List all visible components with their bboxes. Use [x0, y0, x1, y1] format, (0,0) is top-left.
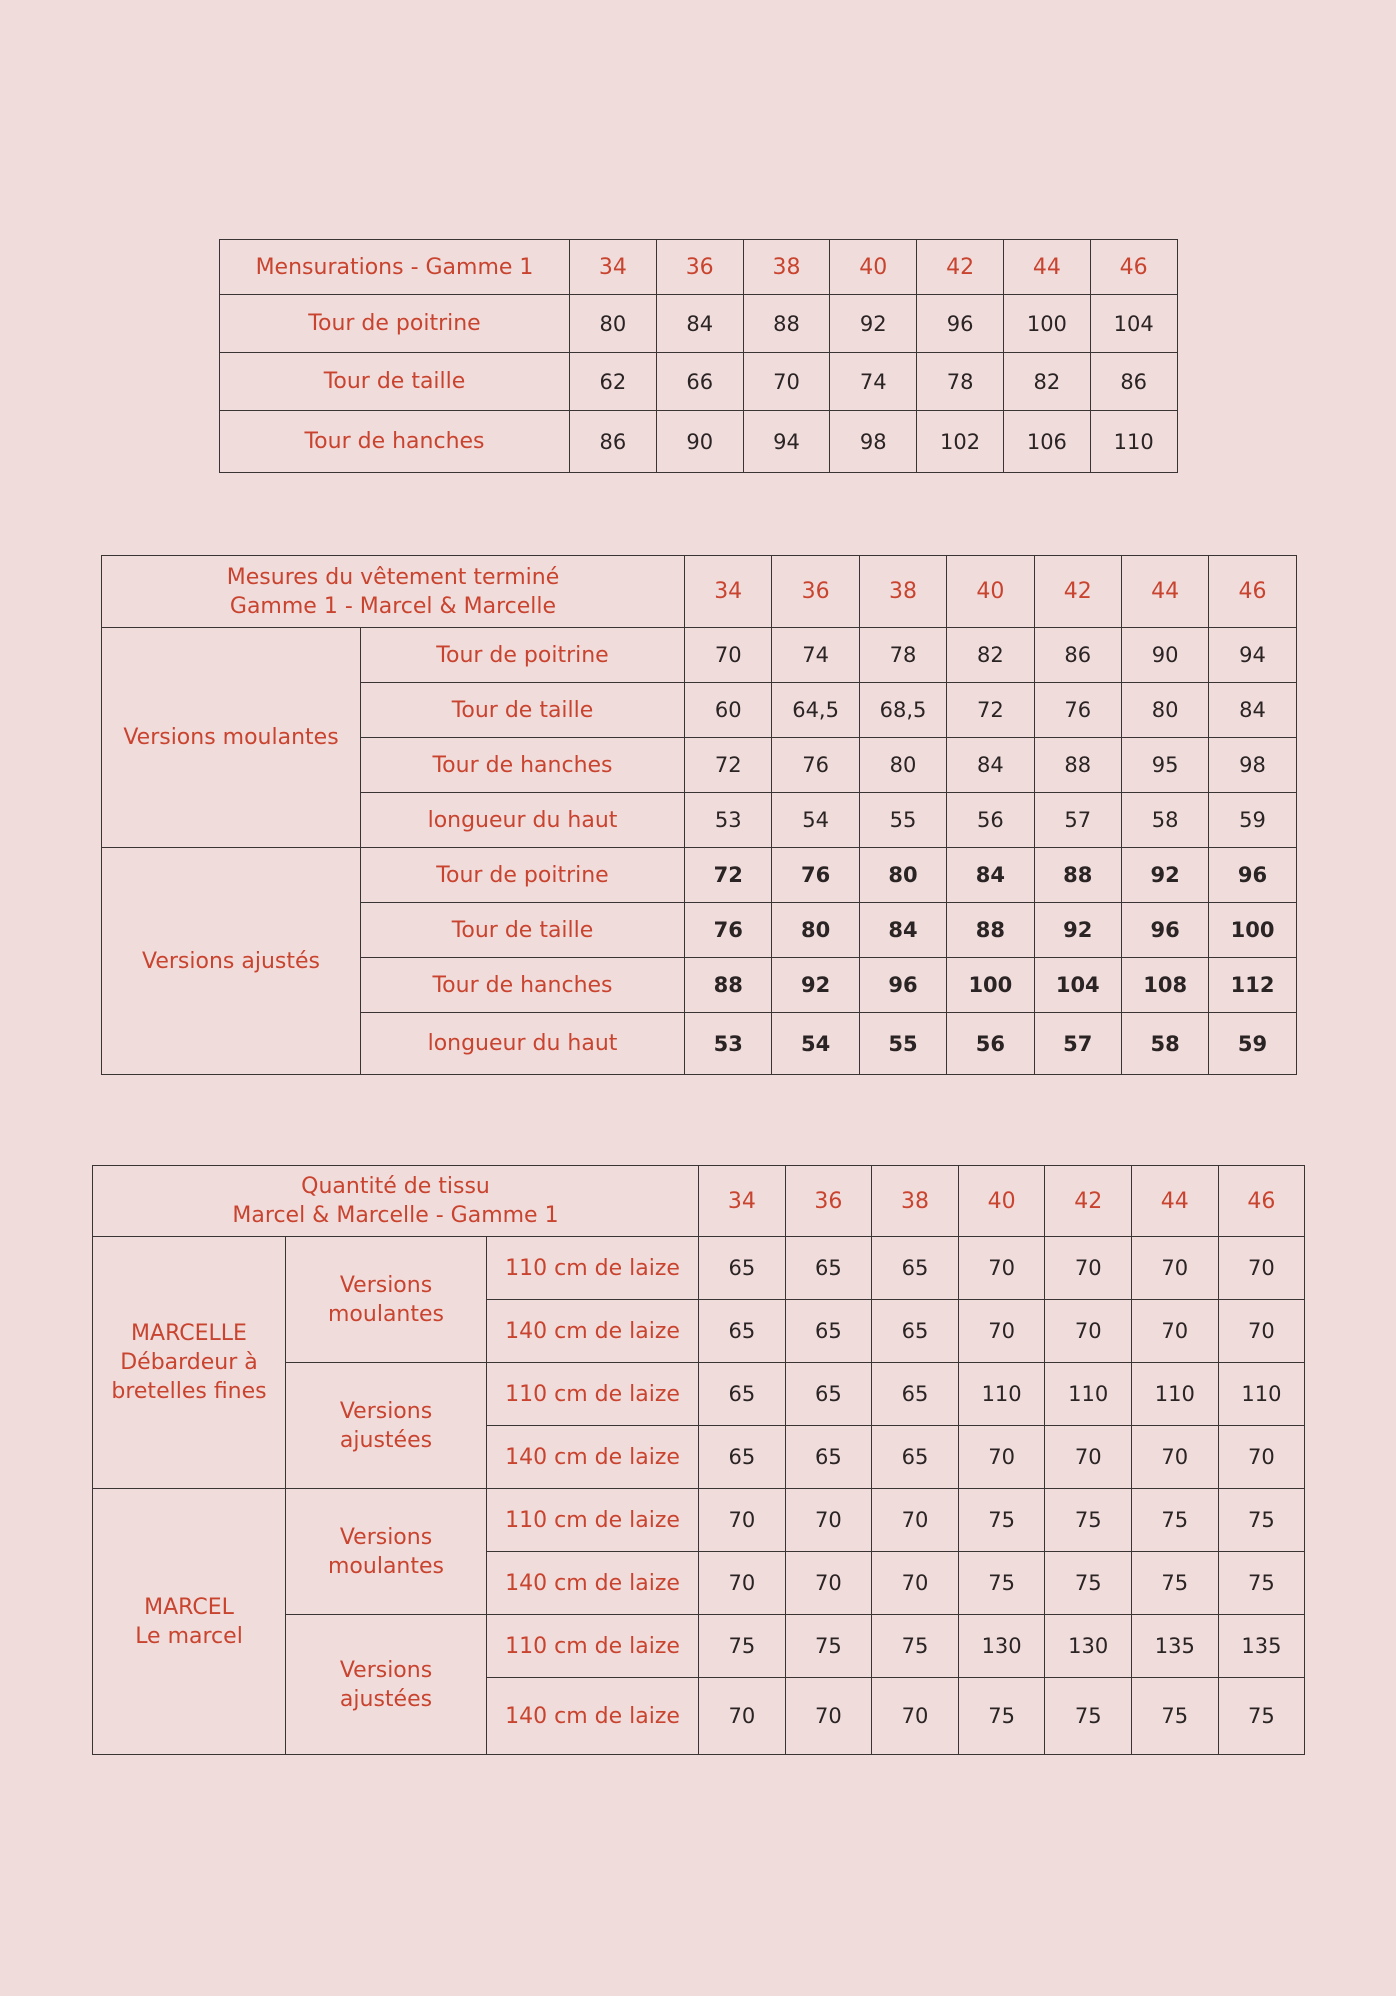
cell-value: 84 [859, 903, 946, 958]
table-row [220, 411, 1178, 473]
row-label: 110 cm de laize [487, 1615, 699, 1678]
cell-value: 56 [947, 1013, 1034, 1075]
row-label: Tour de poitrine [220, 295, 570, 353]
cell-value: 70 [1218, 1426, 1305, 1489]
cell-value: 92 [772, 958, 859, 1013]
cell-value: 70 [1218, 1237, 1305, 1300]
cell-value: 86 [1090, 353, 1177, 411]
cell-value: 65 [785, 1426, 872, 1489]
version-label-line: moulantes [328, 1301, 444, 1327]
cell-value: 70 [958, 1300, 1045, 1363]
cell-value: 110 [1090, 411, 1177, 473]
size-header: 36 [785, 1166, 872, 1237]
cell-value: 70 [785, 1489, 872, 1552]
cell-value: 58 [1121, 793, 1208, 848]
cell-value: 75 [1132, 1489, 1219, 1552]
size-header: 38 [859, 556, 946, 628]
cell-value: 78 [917, 353, 1004, 411]
cell-value: 53 [685, 1013, 772, 1075]
cell-value: 65 [872, 1237, 959, 1300]
group-label: Versions moulantes [102, 628, 361, 848]
size-header: 42 [1034, 556, 1121, 628]
cell-value: 80 [772, 903, 859, 958]
cell-value: 104 [1034, 958, 1121, 1013]
cell-value: 70 [872, 1678, 959, 1755]
cell-value: 80 [859, 848, 946, 903]
cell-value: 110 [1132, 1363, 1219, 1426]
size-header: 46 [1090, 240, 1177, 295]
cell-value: 74 [772, 628, 859, 683]
cell-value: 70 [743, 353, 830, 411]
cell-value: 57 [1034, 793, 1121, 848]
cell-value: 96 [859, 958, 946, 1013]
cell-value: 65 [785, 1363, 872, 1426]
cell-value: 100 [947, 958, 1034, 1013]
cell-value: 90 [656, 411, 743, 473]
size-header: 40 [830, 240, 917, 295]
table-row [93, 1489, 1305, 1552]
cell-value: 75 [1045, 1678, 1132, 1755]
version-label-line: Versions [339, 1398, 433, 1424]
cell-value: 75 [1218, 1678, 1305, 1755]
table-title-line: Quantité de tissu [301, 1174, 490, 1199]
cell-value: 84 [947, 738, 1034, 793]
cell-value: 84 [1209, 683, 1296, 738]
cell-value: 75 [1045, 1552, 1132, 1615]
body-measurements-table [219, 239, 1178, 473]
size-header: 38 [743, 240, 830, 295]
cell-value: 70 [785, 1678, 872, 1755]
cell-value: 56 [947, 793, 1034, 848]
row-label: Tour de taille [361, 683, 685, 738]
table-row [93, 1237, 1305, 1300]
cell-value: 84 [947, 848, 1034, 903]
cell-value: 65 [872, 1426, 959, 1489]
cell-value: 74 [830, 353, 917, 411]
version-label-line: ajustées [339, 1427, 433, 1453]
cell-value: 72 [947, 683, 1034, 738]
cell-value: 57 [1034, 1013, 1121, 1075]
cell-value: 95 [1121, 738, 1208, 793]
row-label: Tour de hanches [361, 738, 685, 793]
cell-value: 70 [1045, 1300, 1132, 1363]
version-label [286, 1615, 487, 1755]
cell-value: 76 [772, 848, 859, 903]
size-header: 40 [958, 1166, 1045, 1237]
cell-value: 88 [685, 958, 772, 1013]
row-label: Tour de hanches [361, 958, 685, 1013]
finished-garment-table [101, 555, 1297, 1075]
row-label: 140 cm de laize [487, 1552, 699, 1615]
row-label: longueur du haut [361, 793, 685, 848]
cell-value: 70 [785, 1552, 872, 1615]
version-label [286, 1363, 487, 1489]
cell-value: 76 [1034, 683, 1121, 738]
cell-value: 98 [830, 411, 917, 473]
cell-value: 75 [958, 1552, 1045, 1615]
cell-value: 70 [958, 1426, 1045, 1489]
cell-value: 65 [872, 1300, 959, 1363]
table-row [220, 295, 1178, 353]
cell-value: 78 [859, 628, 946, 683]
cell-value: 75 [1218, 1489, 1305, 1552]
row-label: 140 cm de laize [487, 1300, 699, 1363]
row-label: Tour de hanches [220, 411, 570, 473]
cell-value: 75 [699, 1615, 786, 1678]
cell-value: 130 [958, 1615, 1045, 1678]
cell-value: 70 [699, 1489, 786, 1552]
cell-value: 80 [1121, 683, 1208, 738]
cell-value: 92 [1121, 848, 1208, 903]
cell-value: 70 [699, 1552, 786, 1615]
table-title-line: Marcel & Marcelle - Gamme 1 [232, 1203, 559, 1228]
cell-value: 100 [1003, 295, 1090, 353]
cell-value: 65 [699, 1300, 786, 1363]
cell-value: 70 [1045, 1237, 1132, 1300]
cell-value: 96 [1209, 848, 1296, 903]
cell-value: 75 [1045, 1489, 1132, 1552]
cell-value: 70 [1132, 1426, 1219, 1489]
cell-value: 65 [785, 1237, 872, 1300]
cell-value: 70 [872, 1489, 959, 1552]
cell-value: 65 [699, 1237, 786, 1300]
table-title-line: Gamme 1 - Marcel & Marcelle [229, 593, 557, 619]
cell-value: 70 [685, 628, 772, 683]
cell-value: 65 [699, 1426, 786, 1489]
size-header: 44 [1121, 556, 1208, 628]
version-label [286, 1237, 487, 1363]
product-desc: Le marcel [135, 1623, 243, 1649]
product-label [93, 1237, 286, 1489]
cell-value: 80 [859, 738, 946, 793]
cell-value: 110 [958, 1363, 1045, 1426]
size-header: 42 [1045, 1166, 1132, 1237]
table-row [102, 848, 1297, 903]
product-desc: bretelles fines [111, 1379, 267, 1404]
size-header: 46 [1218, 1166, 1305, 1237]
product-label [93, 1489, 286, 1755]
product-name: MARCELLE [131, 1321, 247, 1346]
version-label-line: ajustées [339, 1686, 433, 1712]
cell-value: 110 [1218, 1363, 1305, 1426]
row-label: longueur du haut [361, 1013, 685, 1075]
row-label: 110 cm de laize [487, 1363, 699, 1426]
cell-value: 76 [685, 903, 772, 958]
cell-value: 108 [1121, 958, 1208, 1013]
cell-value: 82 [1003, 353, 1090, 411]
cell-value: 65 [785, 1300, 872, 1363]
cell-value: 76 [772, 738, 859, 793]
cell-value: 53 [685, 793, 772, 848]
cell-value: 75 [1132, 1552, 1219, 1615]
row-label: 110 cm de laize [487, 1489, 699, 1552]
size-header: 34 [685, 556, 772, 628]
table-header-row [93, 1166, 1305, 1237]
size-header: 36 [772, 556, 859, 628]
group-label: Versions ajustés [102, 848, 361, 1075]
version-label-line: Versions [339, 1657, 433, 1683]
row-label: Tour de poitrine [361, 628, 685, 683]
table-header-row [220, 240, 1178, 295]
size-header: 44 [1003, 240, 1090, 295]
cell-value: 75 [958, 1678, 1045, 1755]
table-title [102, 556, 685, 628]
cell-value: 135 [1132, 1615, 1219, 1678]
row-label: Tour de poitrine [361, 848, 685, 903]
cell-value: 72 [685, 738, 772, 793]
cell-value: 86 [570, 411, 657, 473]
table-row [102, 628, 1297, 683]
cell-value: 104 [1090, 295, 1177, 353]
product-desc: Débardeur à [120, 1350, 258, 1375]
size-header: 40 [947, 556, 1034, 628]
cell-value: 88 [743, 295, 830, 353]
cell-value: 92 [830, 295, 917, 353]
row-label: 110 cm de laize [487, 1237, 699, 1300]
cell-value: 70 [1218, 1300, 1305, 1363]
version-label-line: moulantes [328, 1553, 444, 1579]
cell-value: 80 [570, 295, 657, 353]
size-header: 36 [656, 240, 743, 295]
product-name: MARCEL [144, 1594, 234, 1620]
size-header: 34 [699, 1166, 786, 1237]
table-header-row [102, 556, 1297, 628]
cell-value: 70 [958, 1237, 1045, 1300]
cell-value: 88 [1034, 738, 1121, 793]
cell-value: 75 [1132, 1678, 1219, 1755]
version-label-line: Versions [339, 1524, 433, 1550]
table-title: Mensurations - Gamme 1 [220, 240, 570, 295]
cell-value: 55 [859, 1013, 946, 1075]
row-label: Tour de taille [361, 903, 685, 958]
cell-value: 54 [772, 793, 859, 848]
cell-value: 55 [859, 793, 946, 848]
row-label: 140 cm de laize [487, 1678, 699, 1755]
row-label: 140 cm de laize [487, 1426, 699, 1489]
cell-value: 130 [1045, 1615, 1132, 1678]
cell-value: 70 [699, 1678, 786, 1755]
cell-value: 72 [685, 848, 772, 903]
cell-value: 75 [872, 1615, 959, 1678]
cell-value: 135 [1218, 1615, 1305, 1678]
cell-value: 75 [785, 1615, 872, 1678]
cell-value: 60 [685, 683, 772, 738]
cell-value: 100 [1209, 903, 1296, 958]
cell-value: 62 [570, 353, 657, 411]
table-row [220, 353, 1178, 411]
cell-value: 75 [1218, 1552, 1305, 1615]
cell-value: 70 [872, 1552, 959, 1615]
cell-value: 66 [656, 353, 743, 411]
cell-value: 96 [917, 295, 1004, 353]
cell-value: 65 [699, 1363, 786, 1426]
cell-value: 75 [958, 1489, 1045, 1552]
cell-value: 59 [1209, 1013, 1296, 1075]
size-header: 34 [570, 240, 657, 295]
table-title [93, 1166, 699, 1237]
cell-value: 64,5 [772, 683, 859, 738]
cell-value: 102 [917, 411, 1004, 473]
row-label: Tour de taille [220, 353, 570, 411]
size-header: 42 [917, 240, 1004, 295]
version-label [286, 1489, 487, 1615]
cell-value: 59 [1209, 793, 1296, 848]
cell-value: 94 [1209, 628, 1296, 683]
size-header: 44 [1132, 1166, 1219, 1237]
cell-value: 54 [772, 1013, 859, 1075]
version-label-line: Versions [339, 1272, 433, 1298]
cell-value: 94 [743, 411, 830, 473]
cell-value: 106 [1003, 411, 1090, 473]
cell-value: 110 [1045, 1363, 1132, 1426]
fabric-quantity-table [92, 1165, 1305, 1755]
cell-value: 70 [1132, 1237, 1219, 1300]
cell-value: 112 [1209, 958, 1296, 1013]
size-header: 38 [872, 1166, 959, 1237]
cell-value: 58 [1121, 1013, 1208, 1075]
cell-value: 96 [1121, 903, 1208, 958]
cell-value: 82 [947, 628, 1034, 683]
cell-value: 88 [1034, 848, 1121, 903]
cell-value: 70 [1045, 1426, 1132, 1489]
cell-value: 84 [656, 295, 743, 353]
cell-value: 98 [1209, 738, 1296, 793]
cell-value: 86 [1034, 628, 1121, 683]
table-title-line: Mesures du vêtement terminé [226, 564, 560, 590]
cell-value: 65 [872, 1363, 959, 1426]
cell-value: 90 [1121, 628, 1208, 683]
cell-value: 68,5 [859, 683, 946, 738]
cell-value: 88 [947, 903, 1034, 958]
size-header: 46 [1209, 556, 1296, 628]
cell-value: 70 [1132, 1300, 1219, 1363]
cell-value: 92 [1034, 903, 1121, 958]
